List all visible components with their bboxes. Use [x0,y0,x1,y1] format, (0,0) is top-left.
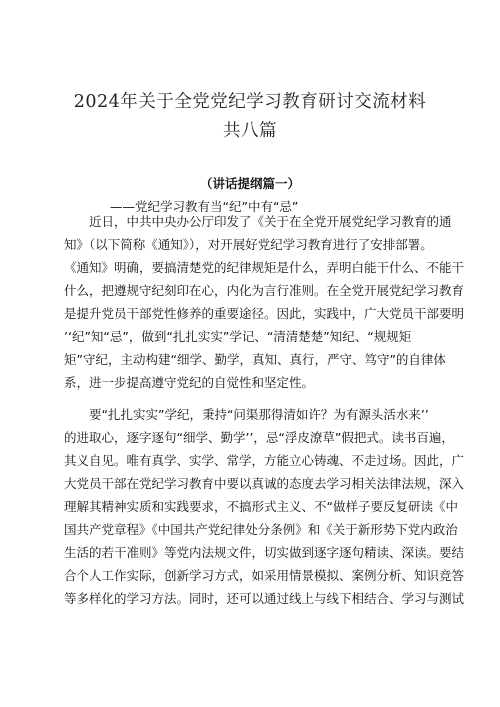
paragraph-line: ’‘纪”知“忌”，做到“扎扎实实”学记、“清清楚楚”知纪、“规规矩 [64,329,412,344]
paragraph-line: 要“扎扎实实”学纪，秉持“问渠那得清如许？为有源头活水来’’ [64,407,429,422]
paragraph-line: 什么，把遵规守纪刻印在心，内化为言行准则。在全党开展党纪学习教育 [64,283,465,298]
paragraph-line: 生活的若干准则》等党内法规文件，切实做到逐字逐句精读、深读。要结 [64,545,465,560]
paragraph-1 [64,210,465,394]
section-heading: （讲话提纲篇一） [199,176,300,191]
paragraph-line: 其义自见。唯有真学、实学、常学，方能立心铸魂、不走过场。因此，广 [64,453,465,468]
paragraph-line: 等多样化的学习方法。同时，还可以通过线上与线下相结合、学习与测试 [64,591,465,606]
paragraph-line: 系，进一步提高遵守党纪的自觉性和坚定性。 [64,375,315,390]
paragraph-line: 知》（以下简称《通知》），对开展好党纪学习教育进行了安排部署。 [64,237,433,252]
document-title-line2: 共八篇 [223,121,277,141]
paragraph-line: 大党员干部在党纪学习教育中要以真诚的态度去学习相关法律法规，深入 [64,476,465,491]
paragraph-line: 合个人工作实际，创新学习方式，如采用情景模拟、案例分析、知识竞答 [64,568,465,583]
paragraph-line: 理解其精神实质和实践要求，不搞形式主义、不“做样子要反复研读《中 [64,499,458,514]
paragraph-line: 近日，中共中央办公厅印发了《关于在全党开展党纪学习教育的通 [64,214,452,229]
paragraph-line: 是提升党员干部党性修养的重要途径。因此，实践中，广大党员干部要明 [64,306,465,321]
document-title: 2024年关于全党党纪学习教育研讨交流材料 [73,92,427,112]
paragraph-line: 矩”守纪，主动构建“细学、勤学，真知、真行，严守、笃守”的自律体 [64,352,446,367]
paragraph-line: 国共产党章程》《中国共产党纪律处分条例》和《关于新形势下党内政治 [64,522,458,537]
paragraph-line: 《通知》明确，要搞清楚党的纪律规矩是什么，弄明白能干什么、不能干 [64,260,465,275]
paragraph-2 [64,403,465,610]
lead-line: ——党纪学习教有当“纪”中有“忌” [110,199,299,214]
paragraph-line: 的进取心，逐字逐句“细学、勤学’’，忌“浮皮潦草”假把式。读书百遍， [64,430,454,445]
